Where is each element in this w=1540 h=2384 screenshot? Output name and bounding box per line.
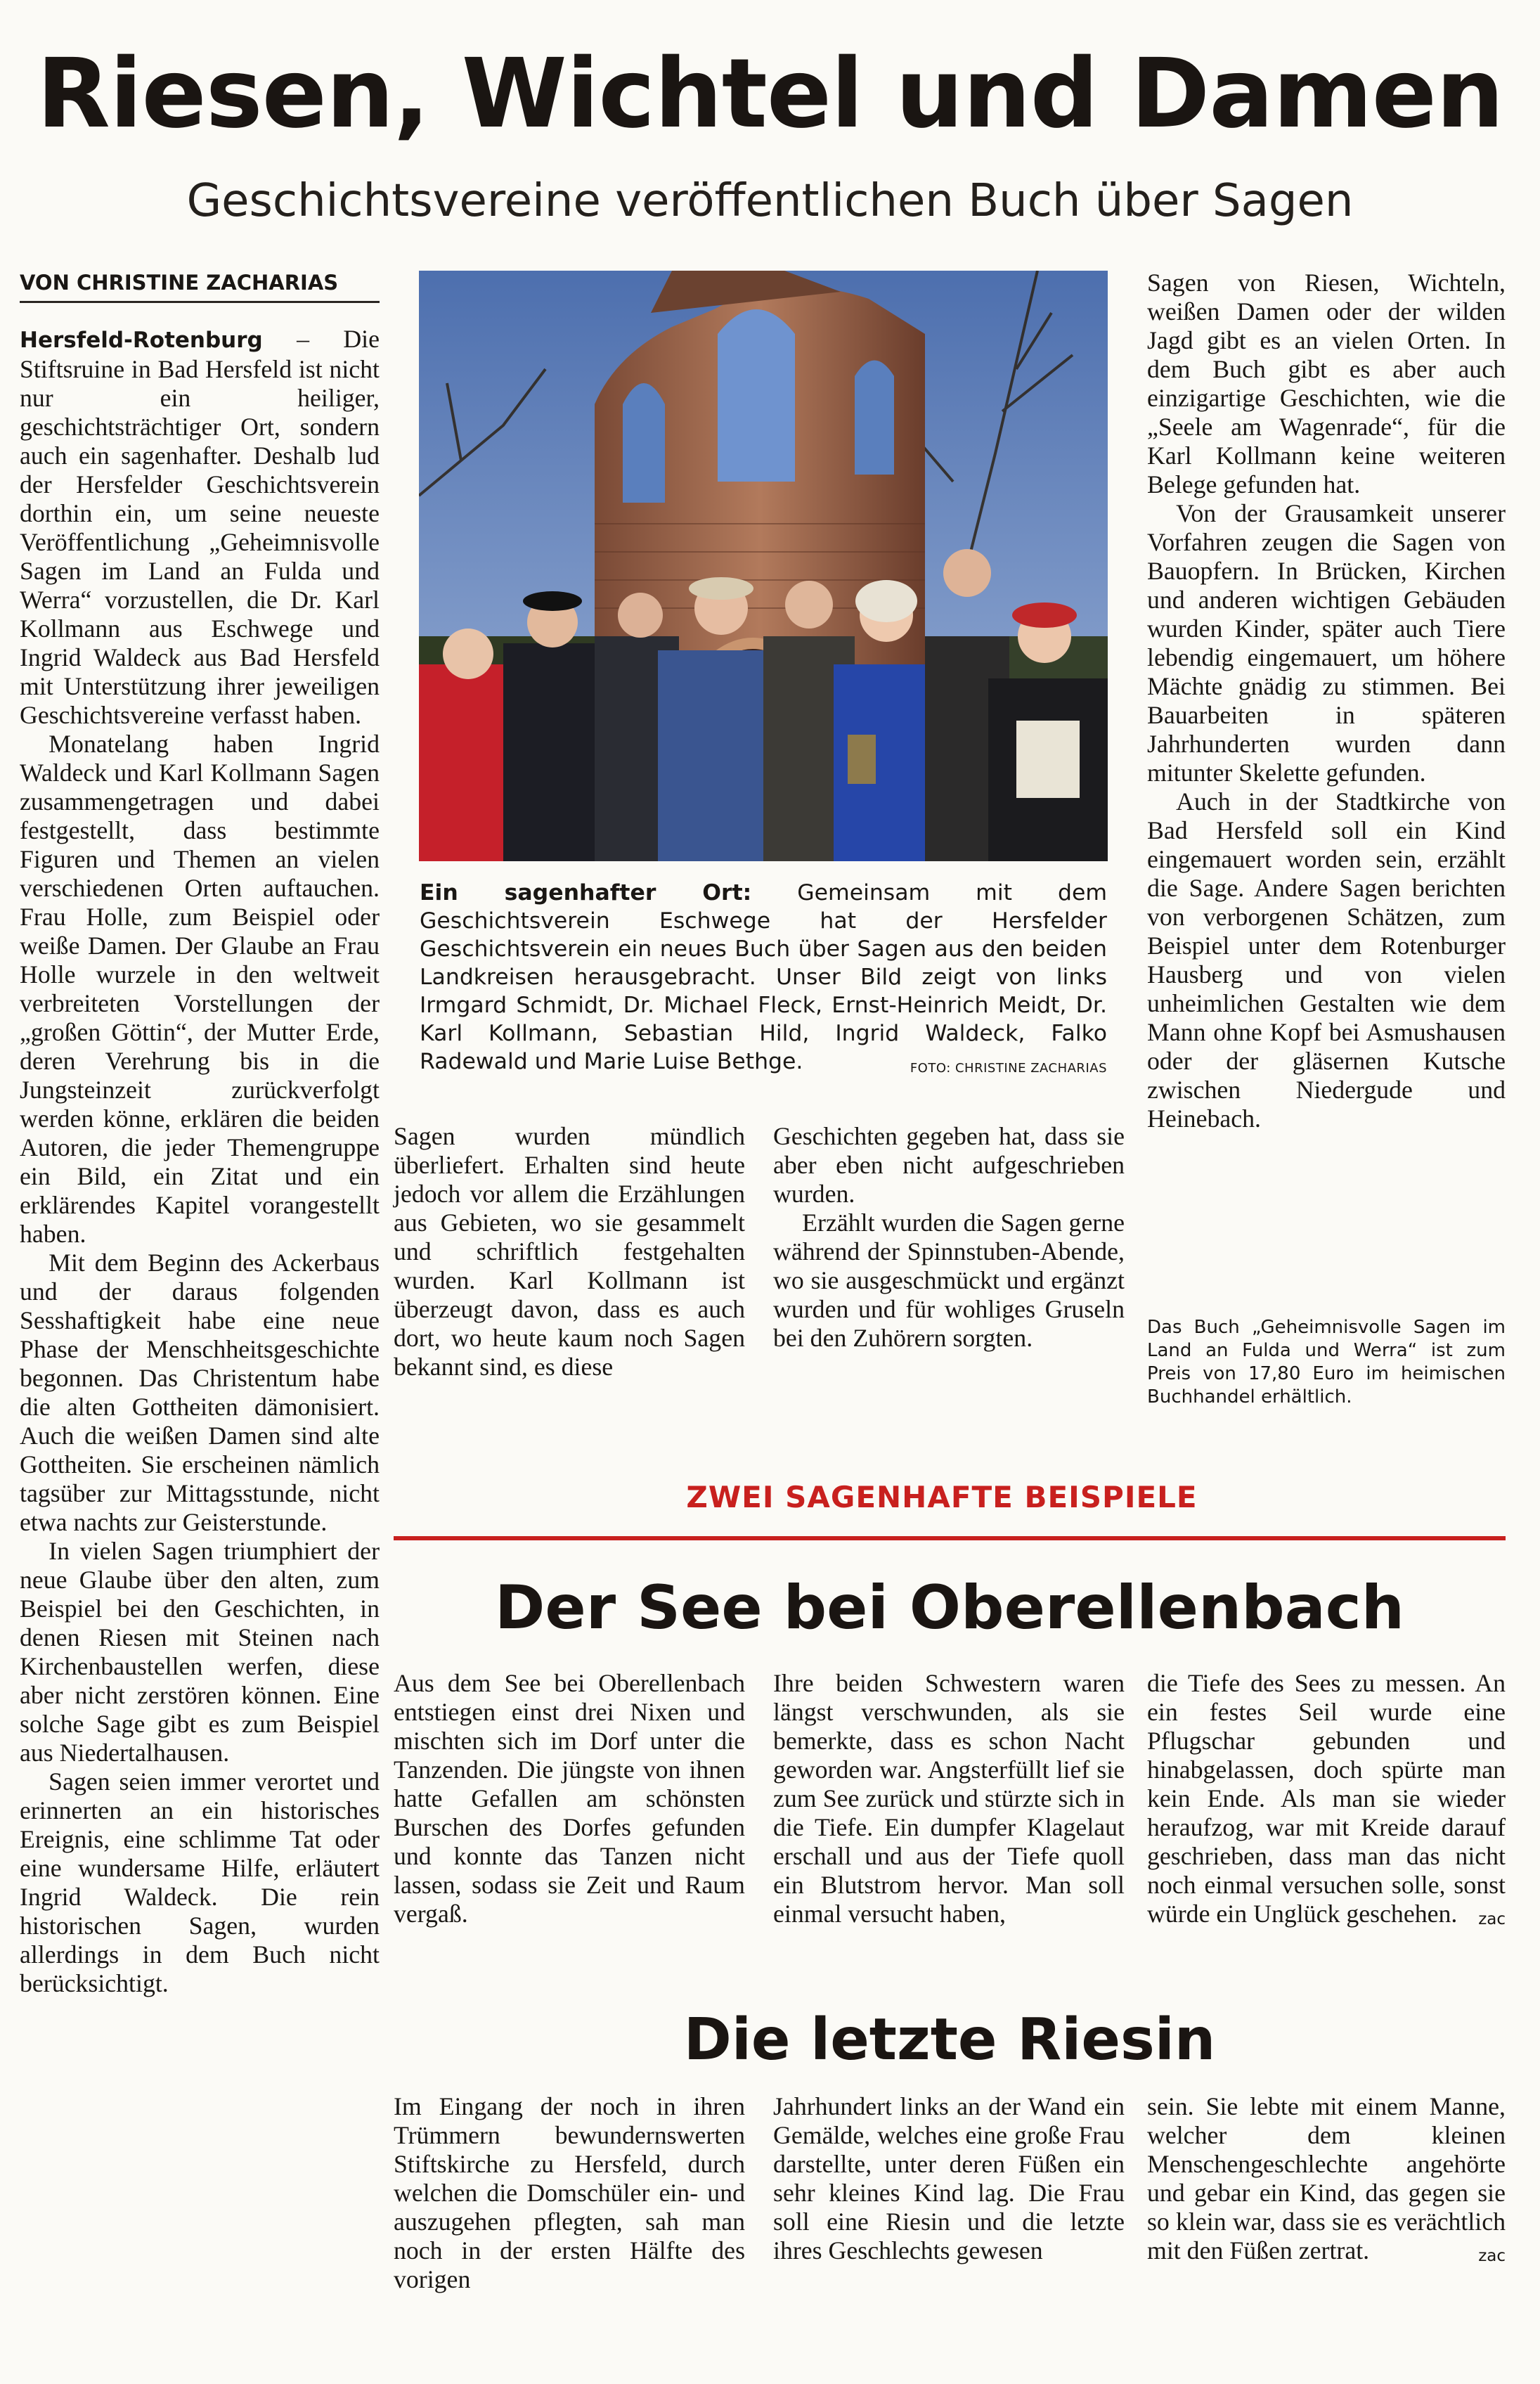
story-text: sein. Sie lebte mit einem Manne, welcher dem kleinen Menschengeschlechte angehörte und gebar ein Kind, das gegen sie so klein war, dass sie es verächtlich mit den Füßen zertrat. — [1147, 2092, 1506, 2264]
photo-illustration — [419, 271, 1108, 861]
byline: VON CHRISTINE ZACHARIAS — [20, 271, 339, 295]
story2-column-3 — [1147, 2092, 1506, 2271]
lead-text: – Die Stiftsruine in Bad Hersfeld ist nicht nur ein heiliger, geschichtsträchtiger Ort, sondern auch ein sagenhafter. Deshalb lud der Hersfelder Geschichtsverein dorthin ein, um seine neueste Veröffentlichung „Geheimnisvolle Sagen im Land an Fulda und Werra“ vorzustellen, die Dr. Karl Kollmann aus Eschwege und Ingrid Waldeck aus Bad Hersfeld mit Unterstützung ihrer jeweiligen Geschichtsvereine verfasst haben. — [20, 325, 380, 729]
article-paragraph: Mit dem Beginn des Ackerbaus und der daraus folgenden Sesshaftigkeit habe eine neue Phase der Menschheitsgeschichte begonnen. Das Christentum habe die alten Gottheiten dämonisiert. Auch die weißen Damen sind alte Gottheiten. Sie erscheinen nämlich tagsüber zur Mittagsstunde, nicht etwa nachts zur Geisterstunde. — [20, 1249, 380, 1536]
photo-credit: FOTO: CHRISTINE ZACHARIAS — [910, 1061, 1107, 1076]
story-text: die Tiefe des Sees zu messen. An ein festes Seil wurde eine Pflugschar gebunden und hinabgelassen, doch spürte man kein Ende. Als man sie wieder heraufzog, war mit Kreide darauf geschrieben, dass man das nicht noch einmal versuchen solle, sonst würde ein Unglück geschehen. — [1147, 1669, 1506, 1928]
story-title: Die letzte Riesin — [683, 2006, 1216, 2073]
article-paragraph: Auch in der Stadtkirche von Bad Hersfeld soll ein Kind eingemauert worden sein, erzählt die Sage. Andere Sagen berichten von verborgenen Schätzen, zum Beispiel unter dem Rotenburger Hausberg und von vielen unheimlichen Gestalten wie dem Mann ohne Kopf bei Asmushausen oder der gläsernen Kutsche zwischen Niedergude und Heinebach. — [1147, 787, 1506, 1133]
headline: Riesen, Wichtel und Damen — [37, 39, 1503, 150]
author-signature: zac — [1478, 1910, 1506, 1928]
article-paragraph: Geschichten gegeben hat, dass sie aber eben nicht aufgeschrieben wurden. — [773, 1122, 1125, 1208]
author-signature: zac — [1478, 2247, 1506, 2265]
story-paragraph: Im Eingang der noch in ihren Trümmern bewundernswerten Stiftskirche zu Hersfeld, durch welchen die Domschüler ein- und auszugehen pflegten, sah man noch in der ersten Hälfte des vorigen — [394, 2092, 745, 2293]
story-paragraph — [1147, 2092, 1506, 2265]
story-paragraph — [1147, 1669, 1506, 1928]
article-lead-paragraph — [20, 325, 380, 730]
section-divider — [394, 1536, 1506, 1540]
article-column-1 — [20, 325, 380, 1998]
story1-column-2 — [773, 1669, 1125, 1928]
caption-lead: Ein sagenhafter Ort: — [420, 880, 752, 906]
caption-text: Gemeinsam mit dem Geschichtsverein Eschwege hat der Hersfelder Geschichtsverein ein neues Buch über Sagen aus den beiden Landkreisen herausgebracht. Unser Bild zeigt von links Irmgard Schmidt, Dr. Michael Fleck, Ernst-Heinrich Meidt, Dr. Karl Kollmann, Sebastian Hild, Ingrid Waldeck, Falko Radewald und Marie Luise Bethge. — [420, 880, 1108, 1074]
article-column-4 — [1147, 269, 1506, 1133]
dateline: Hersfeld-Rotenburg — [20, 328, 263, 353]
article-paragraph: Sagen wurden mündlich überliefert. Erhalten sind heute jedoch vor allem die Erzählungen aus Gebieten, wo sie gesammelt und schriftlich festgehalten wurden. Karl Kollmann ist überzeugt davon, dass es auch dort, wo heute kaum noch Sagen bekannt sind, es diese — [394, 1122, 745, 1381]
article-paragraph: Sagen seien immer verortet und erinnerten an ein historisches Ereignis, eine schlimme Tat oder eine wundersame Hilfe, erläutert Ingrid Waldeck. Die rein historischen Sagen, wurden allerdings in dem Buch nicht berücksichtigt. — [20, 1767, 380, 1997]
article-paragraph: Erzählt wurden die Sagen gerne während der Spinnstuben-Abende, wo sie ausgeschmückt und ergänzt wurden und für wohliges Gruseln bei den Zuhörern sorgten. — [773, 1209, 1125, 1352]
story2-column-1 — [394, 2092, 745, 2294]
article-column-3 — [773, 1122, 1125, 1353]
story1-column-1 — [394, 1669, 745, 1928]
story-paragraph: Jahrhundert links an der Wand ein Gemälde, welches eine große Frau darstellte, unter deren Füßen ein sehr kleines Kind lag. Die Frau soll eine Riesin und die letzte ihres Geschlechts gewesen — [773, 2092, 1125, 2264]
article-column-2 — [394, 1122, 745, 1381]
story-paragraph: Ihre beiden Schwestern waren längst verschwunden, als sie bemerkte, dass es schon Nacht geworden war. Angsterfüllt lief sie zum See zurück und stürzte sich in die Tiefe. Ein dumpfer Klagelaut erschall und aus der Tiefe quoll ein Blutstrom hervor. Man soll einmal versucht haben, — [773, 1669, 1125, 1928]
news-photo — [419, 271, 1108, 861]
subheadline: Geschichtsvereine veröffentlichen Buch über Sagen — [186, 175, 1354, 227]
article-paragraph: In vielen Sagen triumphiert der neue Glaube über den alten, zum Beispiel bei den Geschichten, in denen Riesen mit Steinen nach Kirchenbaustellen werfen, diese aber nicht zerstören können. Eine solche Sage gibt es zum Beispiel aus Niedertalhausen. — [20, 1537, 380, 1767]
photo-caption — [420, 879, 1107, 1083]
section-label: ZWEI SAGENHAFTE BEISPIELE — [686, 1480, 1198, 1514]
story2-column-2 — [773, 2092, 1125, 2265]
article-paragraph: Monatelang haben Ingrid Waldeck und Karl Kollmann Sagen zusammengetragen und dabei festgestellt, dass bestimmte Figuren und Themen an vielen verschiedenen Orten auftauchen. Frau Holle, zum Beispiel oder weiße Damen. Der Glaube an Frau Holle wurzele in den weltweit verbreiteten Vorstellungen der „großen Göttin“, der Mutter Erde, deren Verehrung bis in die Jungsteinzeit zurückverfolgt werden könne, erklären die beiden Autoren, die jeder Themengruppe ein Bild, ein Zitat und ein erklärendes Kapitel vorangestellt haben. — [20, 730, 380, 1248]
story-paragraph: Aus dem See bei Oberellenbach entstiegen einst drei Nixen und mischten sich im Dorf unter die Tanzenden. Die jüngste von ihnen hatte Gefallen am schönsten Burschen des Dorfes gefunden und konnte das Tanzen nicht lassen, sodass sie Zeit und Raum vergaß. — [394, 1669, 745, 1928]
story-title: Der See bei Oberellenbach — [495, 1573, 1404, 1643]
book-info-note: Das Buch „Geheimnisvolle Sagen im Land an Fulda und Werra“ ist zum Preis von 17,80 Euro im heimischen Buchhandel erhältlich. — [1147, 1317, 1506, 1407]
story1-column-3 — [1147, 1669, 1506, 1934]
article-paragraph: Von der Grausamkeit unserer Vorfahren zeugen die Sagen von Bauopfern. In Brücken, Kirchen und anderen wichtigen Gebäuden wurden Kinder, später auch Tiere lebendig eingemauert, um höhere Mächte gnädig zu stimmen. Bei Bauarbeiten in späteren Jahrhunderten wurden dann mitunter Skelette gefunden. — [1147, 499, 1506, 787]
article-paragraph: Sagen von Riesen, Wichteln, weißen Damen oder der wilden Jagd gibt es an vielen Orten. In dem Buch gibt es aber auch einzigartige Geschichten, wie die „Seele am Wagenrade“, für die Karl Kollmann keine weiteren Belege gefunden hat. — [1147, 269, 1506, 498]
byline-rule — [20, 301, 380, 303]
